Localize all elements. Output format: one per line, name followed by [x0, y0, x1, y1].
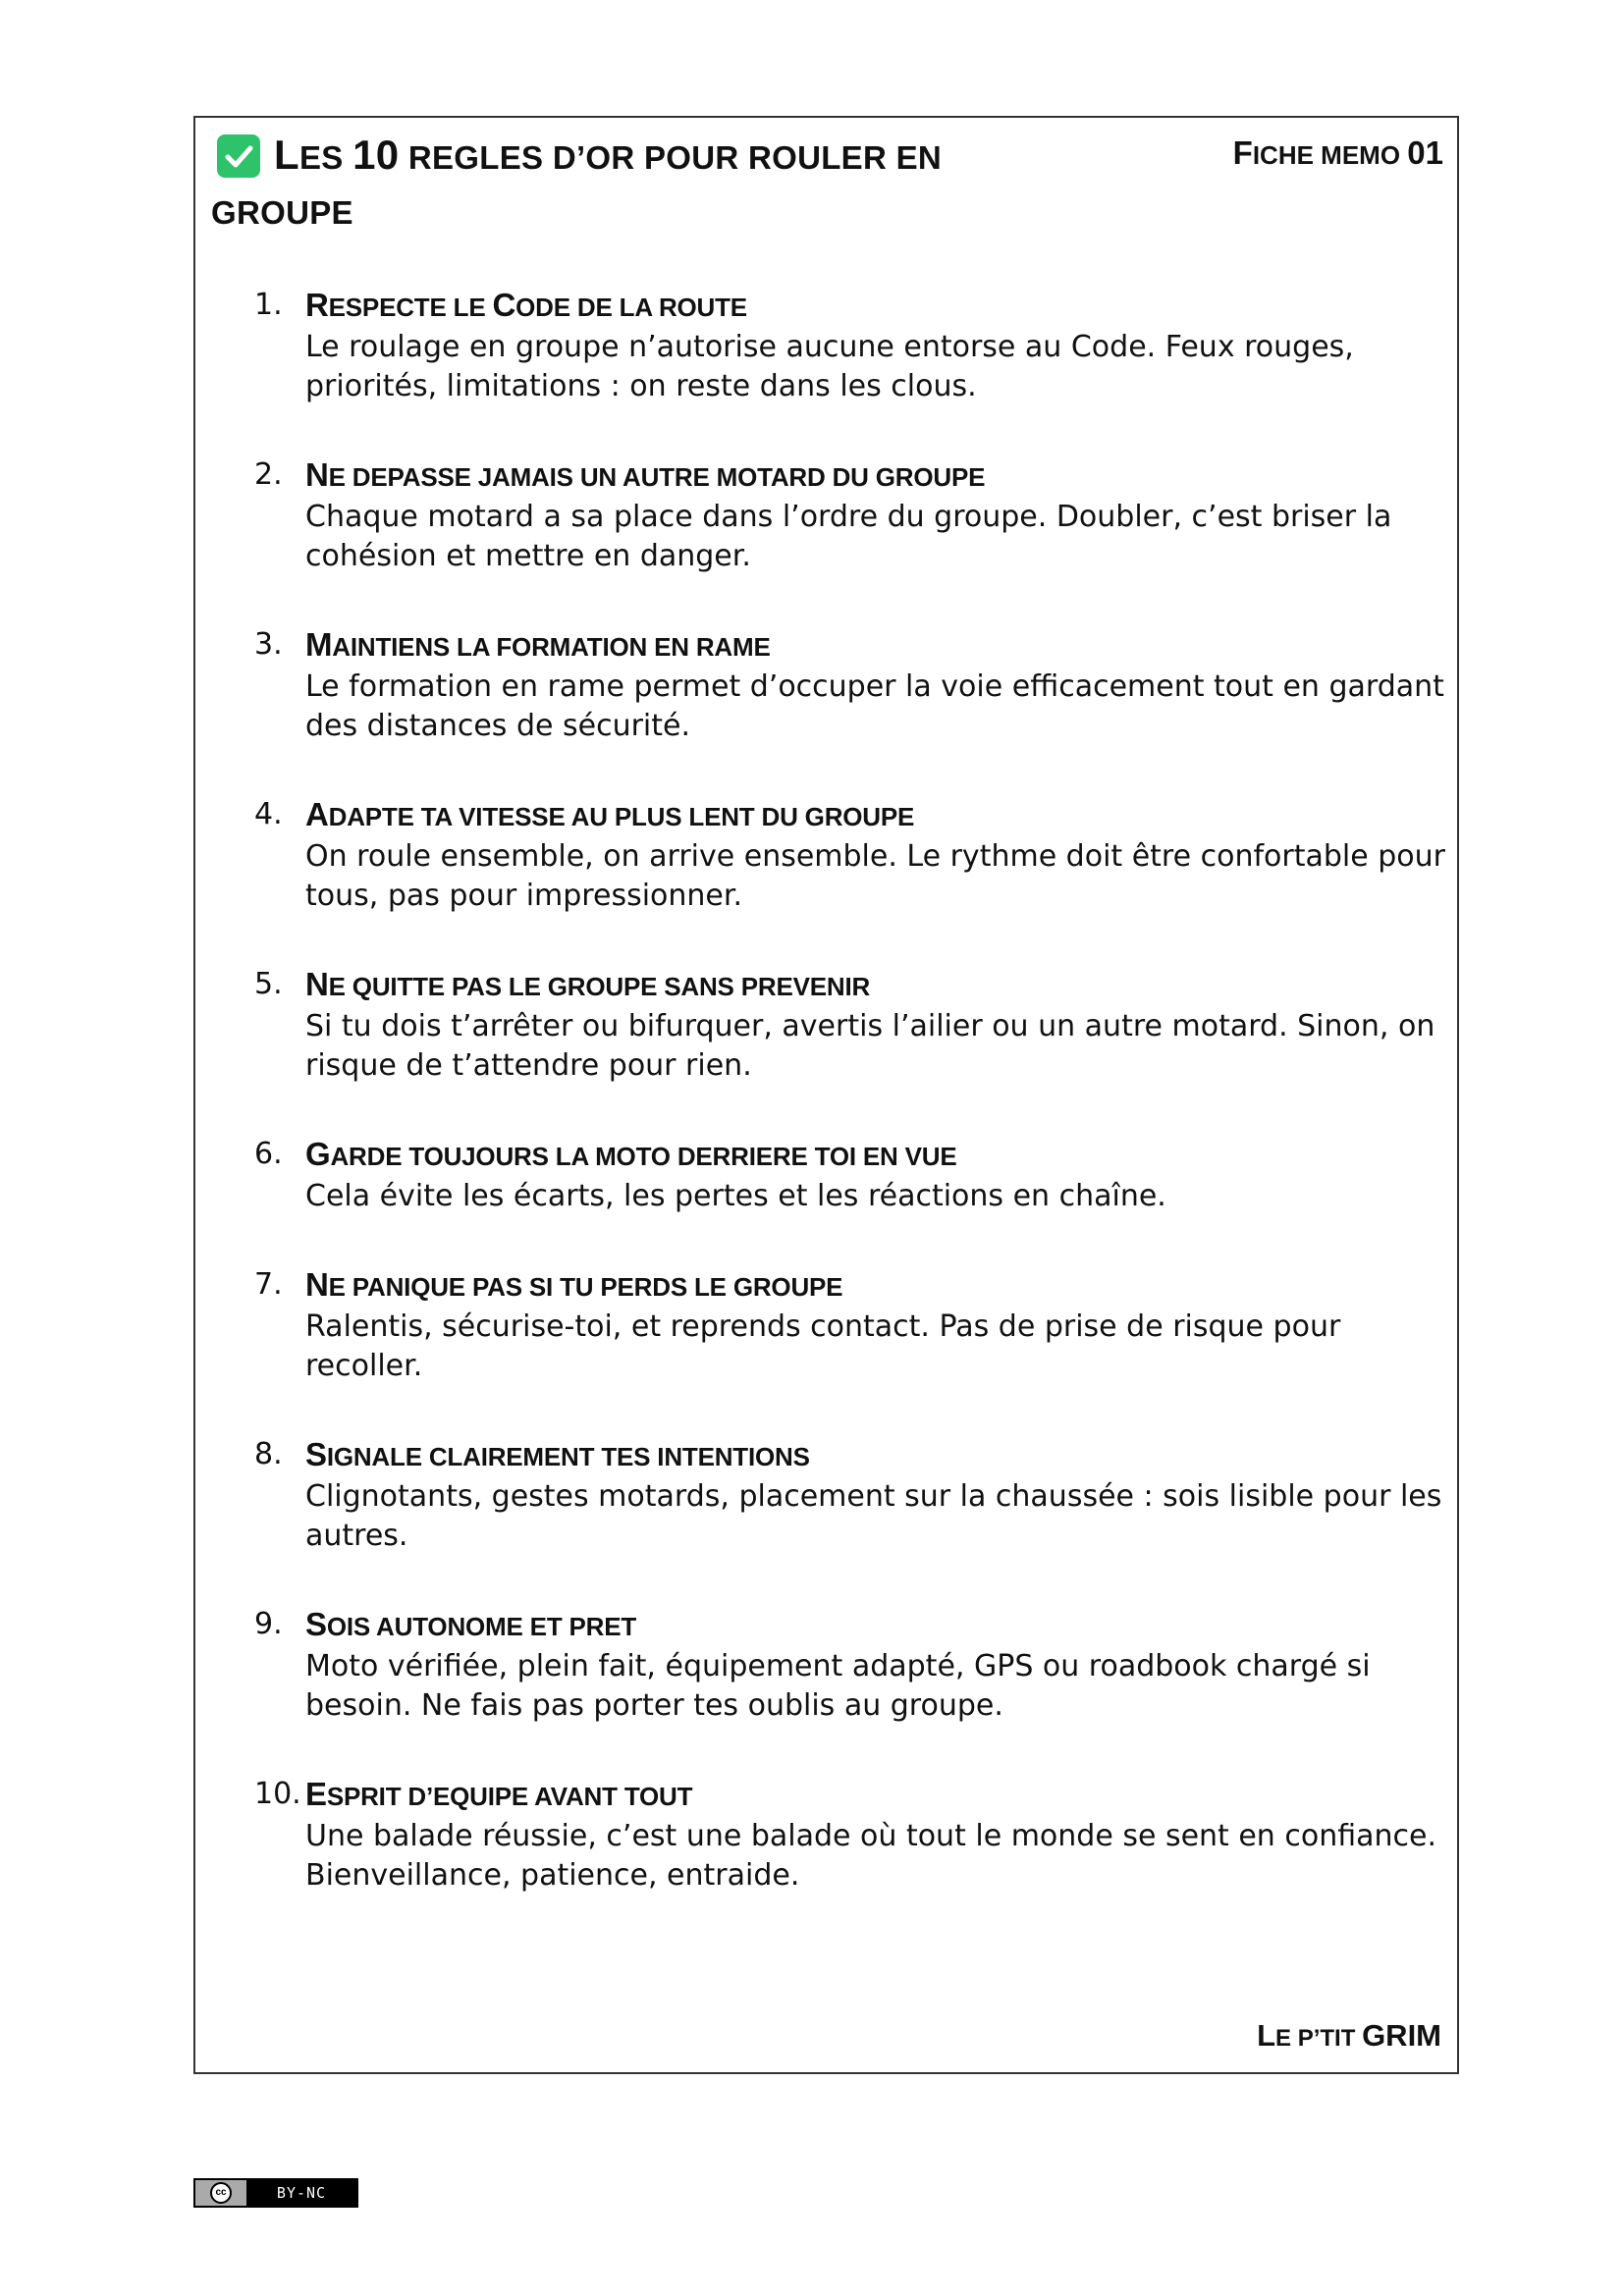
list-item — [254, 1264, 1442, 1386]
rule-number: 5. — [254, 967, 283, 1001]
signature-mid: E P’TIT — [1275, 2025, 1363, 2052]
rule-title — [305, 1264, 1442, 1308]
rule-title-part: DAPTE TA VITESSE AU PLUS LENT DU GROUPE — [328, 802, 915, 831]
rule-title — [305, 1434, 1442, 1477]
rule-number: 7. — [254, 1267, 283, 1302]
header — [211, 128, 1443, 240]
license-badge[interactable] — [193, 2178, 358, 2208]
cc-symbol: cc — [210, 2182, 232, 2204]
rule-description: Clignotants, gestes motards, placement sur la chaussée : sois lisible pour les autres. — [305, 1479, 1442, 1553]
rule-description: Une balade réussie, c’est une balade où tout le monde se sent en confiance. Bienveillance, patience, entraide. — [305, 1819, 1436, 1893]
rule-title — [305, 1774, 1442, 1817]
rule-description: On roule ensemble, on arrive ensemble. Le rythme doit être confortable pour tous, pas pour impressionner. — [305, 839, 1445, 913]
rule-title-part: G — [305, 1136, 331, 1172]
rule-title-part: R — [305, 287, 329, 323]
rule-number: 9. — [254, 1607, 283, 1641]
rule-title-part: E — [305, 1776, 327, 1812]
rule-title-part: ESPECTE LE — [328, 293, 493, 322]
rule-description: Chaque motard a sa place dans l’ordre du groupe. Doubler, c’est briser la cohésion et mettre en danger. — [305, 500, 1392, 573]
rule-title-part: AINTIENS LA FORMATION EN RAME — [332, 632, 771, 662]
title-number: 10 — [352, 132, 400, 178]
list-item — [254, 285, 1442, 406]
rule-title — [305, 624, 1442, 667]
rule-title-part: A — [305, 796, 329, 832]
rule-number: 2. — [254, 457, 283, 492]
fiche-label — [1233, 133, 1443, 175]
rule-description: Le formation en rame permet d’occuper la voie efficacement tout en gardant des distances de sécurité. — [305, 669, 1444, 743]
rule-title-part: N — [305, 456, 329, 493]
rule-number: 6. — [254, 1137, 283, 1171]
rule-number: 4. — [254, 797, 283, 831]
license-text: BY-NC — [276, 2184, 327, 2202]
rule-title-part: OIS AUTONOME ET PRET — [326, 1612, 637, 1641]
signature — [1257, 2016, 1441, 2058]
rule-title-part: ODE DE LA ROUTE — [515, 293, 747, 322]
rule-title-part: SPRIT D’EQUIPE AVANT TOUT — [326, 1782, 693, 1811]
rule-number: 10. — [254, 1777, 301, 1811]
rule-description: Si tu dois t’arrêter ou bifurquer, avertis l’ailier ou un autre motard. Sinon, on risque de t’attendre pour rien. — [305, 1009, 1435, 1083]
rule-title-part: E DEPASSE JAMAIS UN AUTRE MOTARD DU GROUPE — [328, 462, 986, 492]
rule-title-part: S — [305, 1436, 327, 1472]
rule-number: 3. — [254, 627, 283, 662]
rule-description: Ralentis, sécurise-toi, et reprends contact. Pas de prise de risque pour recoller. — [305, 1309, 1341, 1383]
creative-commons-icon — [195, 2180, 246, 2206]
rule-title — [305, 964, 1442, 1007]
fiche-text: ICHE MEMO — [1252, 140, 1408, 170]
rule-title-part: M — [305, 626, 333, 663]
title-rest: REGLES D’OR POUR ROULER EN GROUPE — [211, 139, 943, 231]
rule-title — [305, 794, 1442, 837]
rule-title-part: E QUITTE PAS LE GROUPE SANS PREVENIR — [328, 972, 871, 1001]
rule-title-part: C — [492, 287, 516, 323]
title-initial: L — [274, 132, 299, 178]
rules-list — [254, 285, 1445, 1944]
rule-title-part: E PANIQUE PAS SI TU PERDS LE GROUPE — [328, 1272, 843, 1302]
rule-title — [305, 454, 1442, 498]
fiche-initial: F — [1232, 134, 1253, 171]
list-item — [254, 1134, 1442, 1216]
rule-title-part: N — [305, 966, 329, 1002]
rule-description: Cela évite les écarts, les pertes et les réactions en chaîne. — [305, 1179, 1166, 1213]
memo-card — [193, 116, 1459, 2074]
fiche-number: 01 — [1407, 134, 1443, 171]
list-item — [254, 1774, 1442, 1896]
check-box-icon — [217, 134, 260, 178]
rule-number: 8. — [254, 1437, 283, 1471]
list-item — [254, 1604, 1442, 1726]
rule-title — [305, 1604, 1442, 1647]
list-item — [254, 1434, 1442, 1556]
signature-name: GRIM — [1362, 2018, 1441, 2053]
rule-title-part: N — [305, 1266, 329, 1303]
rule-title — [305, 285, 1442, 328]
rule-title-part: S — [305, 1606, 327, 1642]
list-item — [254, 794, 1445, 916]
signature-initial: L — [1257, 2018, 1276, 2053]
rule-title-part: ARDE TOUJOURS LA MOTO DERRIERE TOI EN VUE — [330, 1142, 957, 1171]
rule-title-part: IGNALE CLAIREMENT TES INTENTIONS — [326, 1442, 810, 1471]
title-part: ES — [298, 139, 353, 176]
rule-description: Moto vérifiée, plein fait, équipement adapté, GPS ou roadbook chargé si besoin. Ne fais pas porter tes oublis au groupe. — [305, 1649, 1371, 1723]
rule-title — [305, 1134, 1442, 1177]
list-item — [254, 624, 1442, 746]
page-title — [211, 128, 1075, 240]
rule-description: Le roulage en groupe n’autorise aucune entorse au Code. Feux rouges, priorités, limitations : on reste dans les clous. — [305, 330, 1354, 403]
rule-number: 1. — [254, 288, 283, 322]
list-item — [254, 964, 1442, 1086]
list-item — [254, 454, 1442, 576]
